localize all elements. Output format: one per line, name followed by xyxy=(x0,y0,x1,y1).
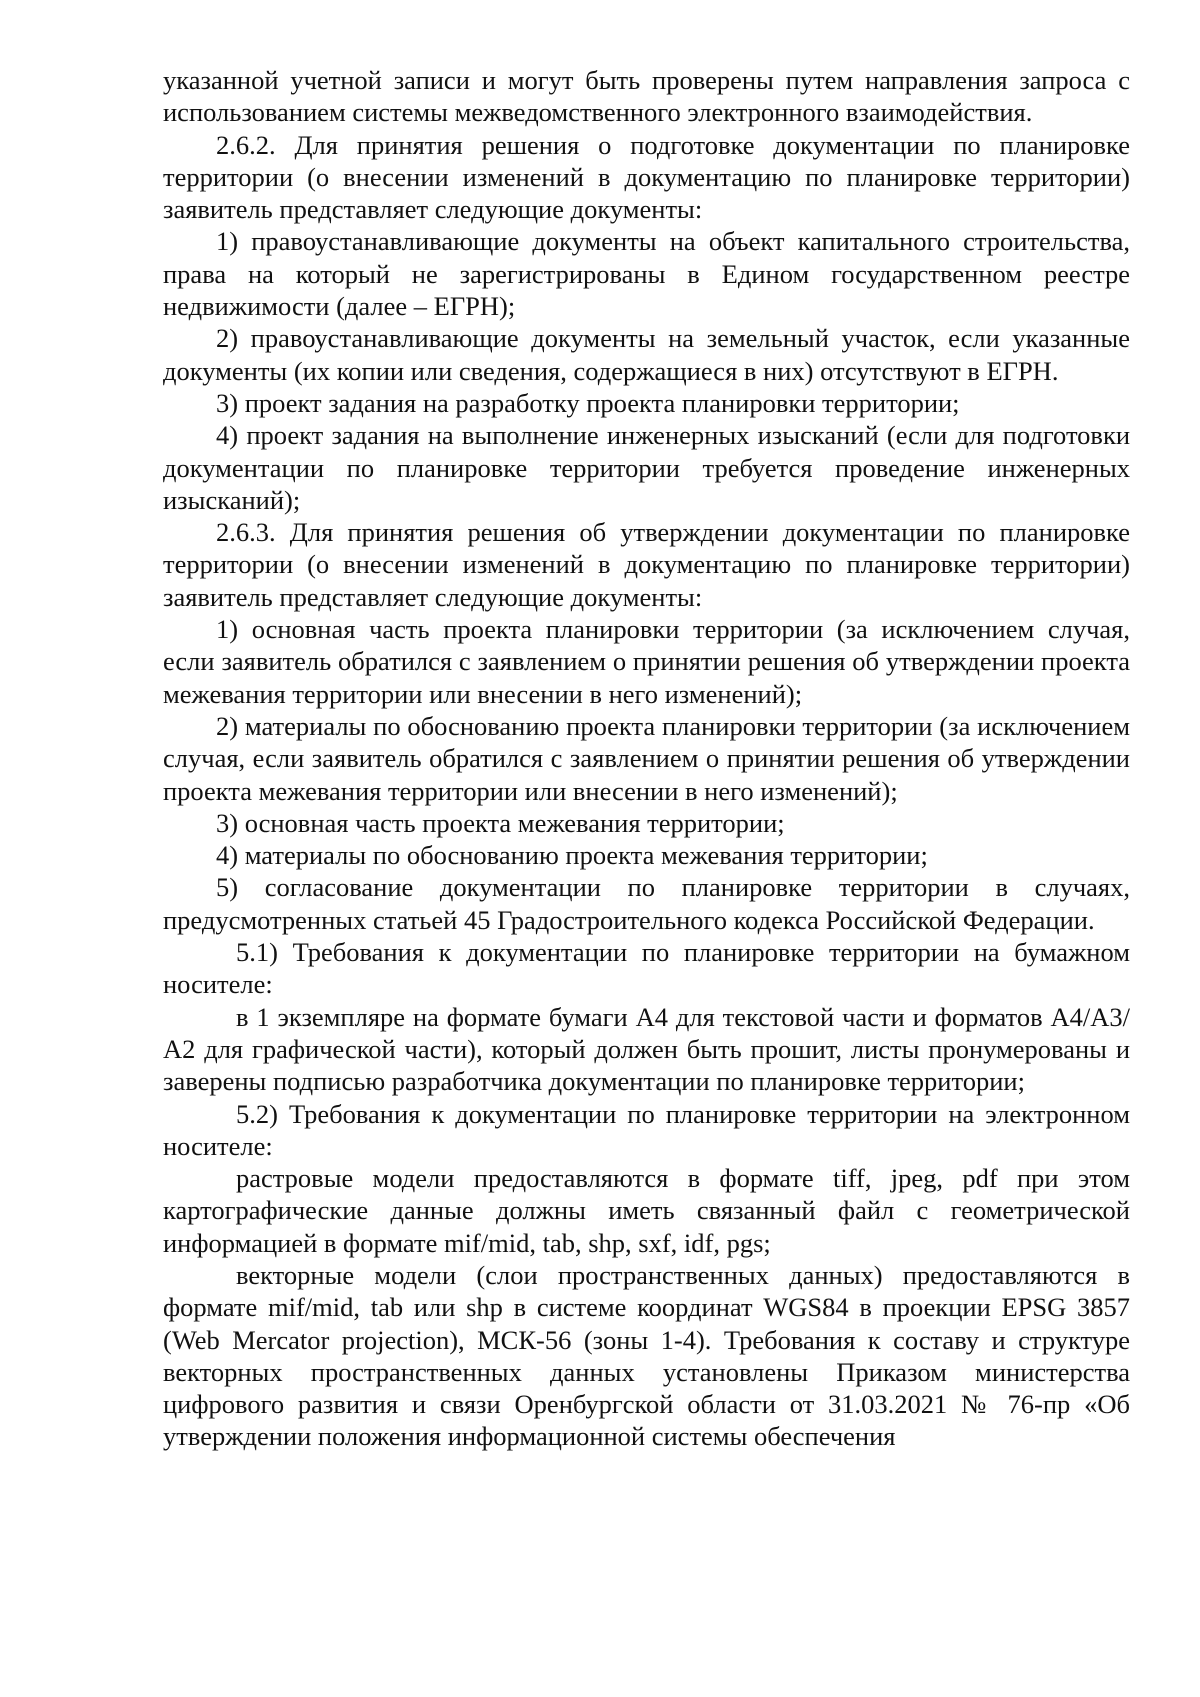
list-item-2-6-2-3: 3) проект задания на разработку проекта планировки территории; xyxy=(216,387,960,418)
list-item-2-6-2-1: 1) правоустанавливающие документы на объект капитального строительства, права на который не зарегистрированы в Едином государственном реестре недвижимости (далее – ЕГРН); xyxy=(163,226,1130,322)
paragraph-5-2-electronic-requirements: 5.2) Требования к документации по планировке территории на электронном носителе: xyxy=(163,1098,1130,1161)
document-page xyxy=(163,64,1130,1453)
paragraph-2-6-3: 2.6.3. Для принятия решения об утверждении документации по планировке территории (о внесении изменений в документацию по планировке территории) заявитель представляет следующие документы: xyxy=(163,517,1130,612)
list-item-2-6-2-2: 2) правоустанавливающие документы на земельный участок, если указанные документы (их копии или сведения, содержащиеся в них) отсутствуют в ЕГРН. xyxy=(163,323,1130,386)
paragraph-account-verification: указанной учетной записи и могут быть проверены путем направления запроса с использованием системы межведомственного электронного взаимодействия. xyxy=(163,65,1130,128)
paragraph-5-1-paper-requirements: 5.1) Требования к документации по планировке территории на бумажном носителе: xyxy=(163,937,1130,1000)
paragraph-paper-copy-details: в 1 экземпляре на формате бумаги А4 для текстовой части и форматов А4/А3/А2 для графической части), который должен быть прошит, листы пронумерованы и заверены подписью разработчика документации по планировке территории; xyxy=(163,1001,1130,1097)
list-item-2-6-3-3: 3) основная часть проекта межевания территории; xyxy=(216,807,785,838)
list-item-2-6-3-1: 1) основная часть проекта планировки территории (за исключением случая, если заявитель обратился с заявлением о принятии решения об утверждении проекта межевания территории или внесении в него изменений); xyxy=(163,614,1130,709)
list-item-2-6-3-5: 5) согласование документации по планировке территории в случаях, предусмотренных статьей 45 Градостроительного кодекса Российской Федерации. xyxy=(163,872,1130,935)
list-item-2-6-3-4: 4) материалы по обоснованию проекта межевания территории; xyxy=(216,840,928,871)
list-item-2-6-2-4: 4) проект задания на выполнение инженерных изысканий (если для подготовки документации по планировке территории требуется проведение инженерных изысканий); xyxy=(163,420,1130,515)
paragraph-vector-models: векторные модели (слои пространственных данных) предоставляются в формате mif/mid, tab или shp в системе координат WGS84 в проекции EPSG 3857 (Web Mercator projection), МСК-56 (зоны 1-4). Требования к составу и структуре векторных пространственных данных установлены Приказом министерства цифрового развития и связи Оренбургской области от 31.03.2021 № 76-пр «Об утверждении положения информационной системы обеспечения xyxy=(163,1259,1130,1452)
paragraph-2-6-2: 2.6.2. Для принятия решения о подготовке документации по планировке территории (о внесении изменений в документацию по планировке территории) заявитель представляет следующие документы: xyxy=(163,129,1130,225)
list-item-2-6-3-2: 2) материалы по обоснованию проекта планировки территории (за исключением случая, если заявитель обратился с заявлением о принятии решения об утверждении проекта межевания территории или внесении в него изменений); xyxy=(163,710,1130,806)
paragraph-raster-models: растровые модели предоставляются в формате tiff, jpeg, pdf при этом картографические данные должны иметь связанный файл с геометрической информацией в формате mif/mid, tab, shp, sxf, idf, pgs; xyxy=(163,1163,1130,1258)
